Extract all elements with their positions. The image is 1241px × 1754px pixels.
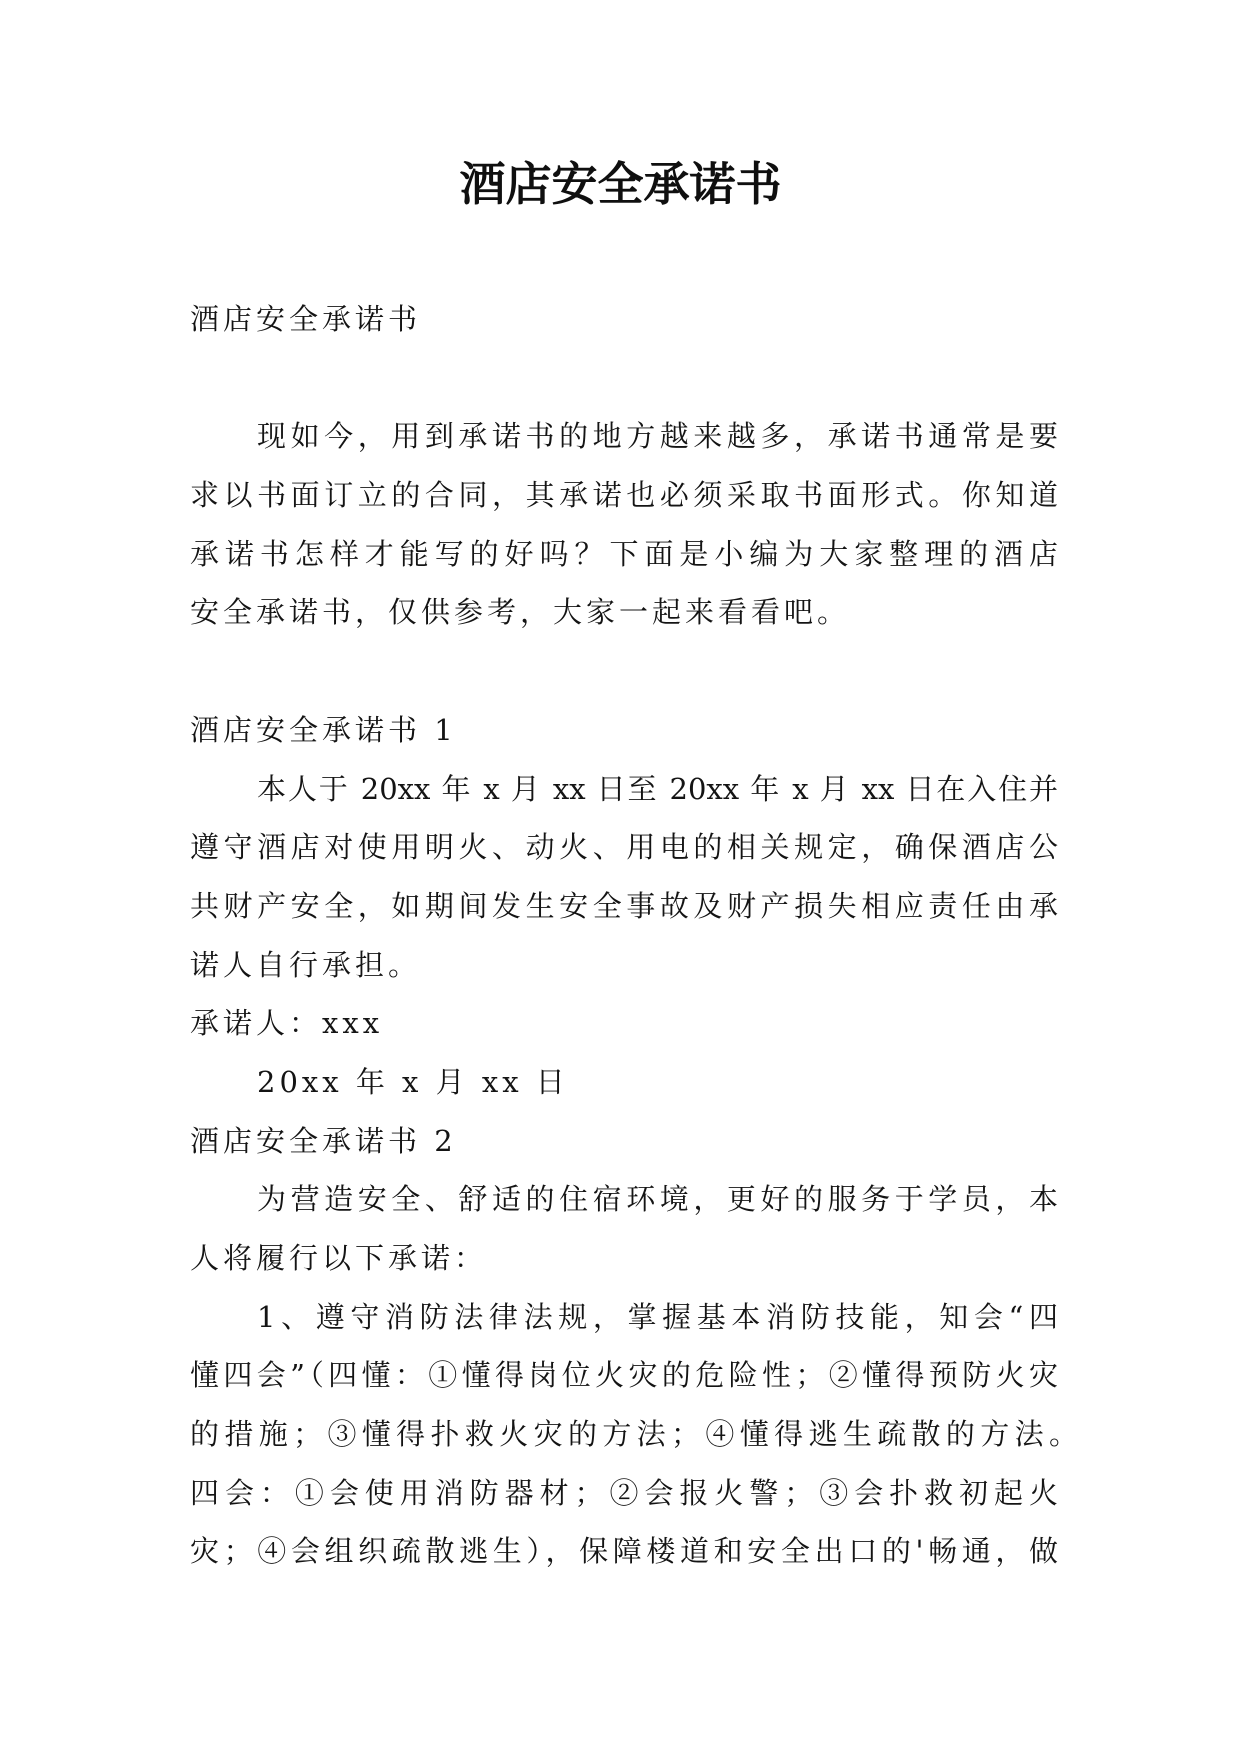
section1-paragraph-line: 共财产安全，如期间发生安全事故及财产损失相应责任由承: [190, 888, 1058, 923]
intro-paragraph-line: 现如今，用到承诺书的地方越来越多，承诺书通常是要: [257, 419, 1058, 454]
section1-paragraph-line: 诺人自行承担。: [190, 947, 422, 982]
section2-item1-line: 四会：①会使用消防器材；②会报火警；③会扑救初起火: [190, 1475, 1058, 1510]
document-body: [190, 290, 1078, 1581]
section1-date: 20xx 年 x 月 xx 日: [257, 1064, 569, 1099]
section2-item1-line: 灾；④会组织疏散逃生），保障楼道和安全出口的'畅通，做: [190, 1534, 1058, 1569]
document-title: 酒店安全承诺书: [459, 157, 782, 211]
intro-paragraph-line: 求以书面订立的合同，其承诺也必须采取书面形式。你知道: [190, 478, 1058, 513]
document-heading: 酒店安全承诺书: [190, 302, 422, 336]
section2-heading: 酒店安全承诺书 2: [190, 1123, 457, 1158]
section2-intro-line: 人将履行以下承诺：: [190, 1241, 488, 1275]
section2-item1-line: 懂四会”（四懂：①懂得岗位火灾的危险性；②懂得预防火灾: [190, 1358, 1058, 1393]
section2-item1-line: 1、遵守消防法律法规，掌握基本消防技能，知会“四: [257, 1299, 1058, 1334]
spacer: [190, 642, 1058, 701]
section2-item1-line: 的措施；③懂得扑救火灾的方法；④懂得逃生疏散的方法。: [190, 1417, 1078, 1452]
section1-paragraph-line: 本人于 20xx 年 x 月 xx 日至 20xx 年 x 月 xx 日在入住并: [257, 771, 1058, 806]
section1-signer: 承诺人：xxx: [190, 1006, 384, 1041]
intro-paragraph-line: 承诺书怎样才能写的好吗？下面是小编为大家整理的酒店: [190, 536, 1058, 571]
intro-paragraph-line: 安全承诺书，仅供参考，大家一起来看看吧。: [190, 595, 851, 630]
spacer: [190, 349, 1058, 408]
section1-paragraph-line: 遵守酒店对使用明火、动火、用电的相关规定，确保酒店公: [190, 830, 1058, 865]
section2-intro-line: 为营造安全、舒适的住宿环境，更好的服务于学员，本: [257, 1182, 1058, 1217]
section1-heading: 酒店安全承诺书 1: [190, 712, 457, 747]
